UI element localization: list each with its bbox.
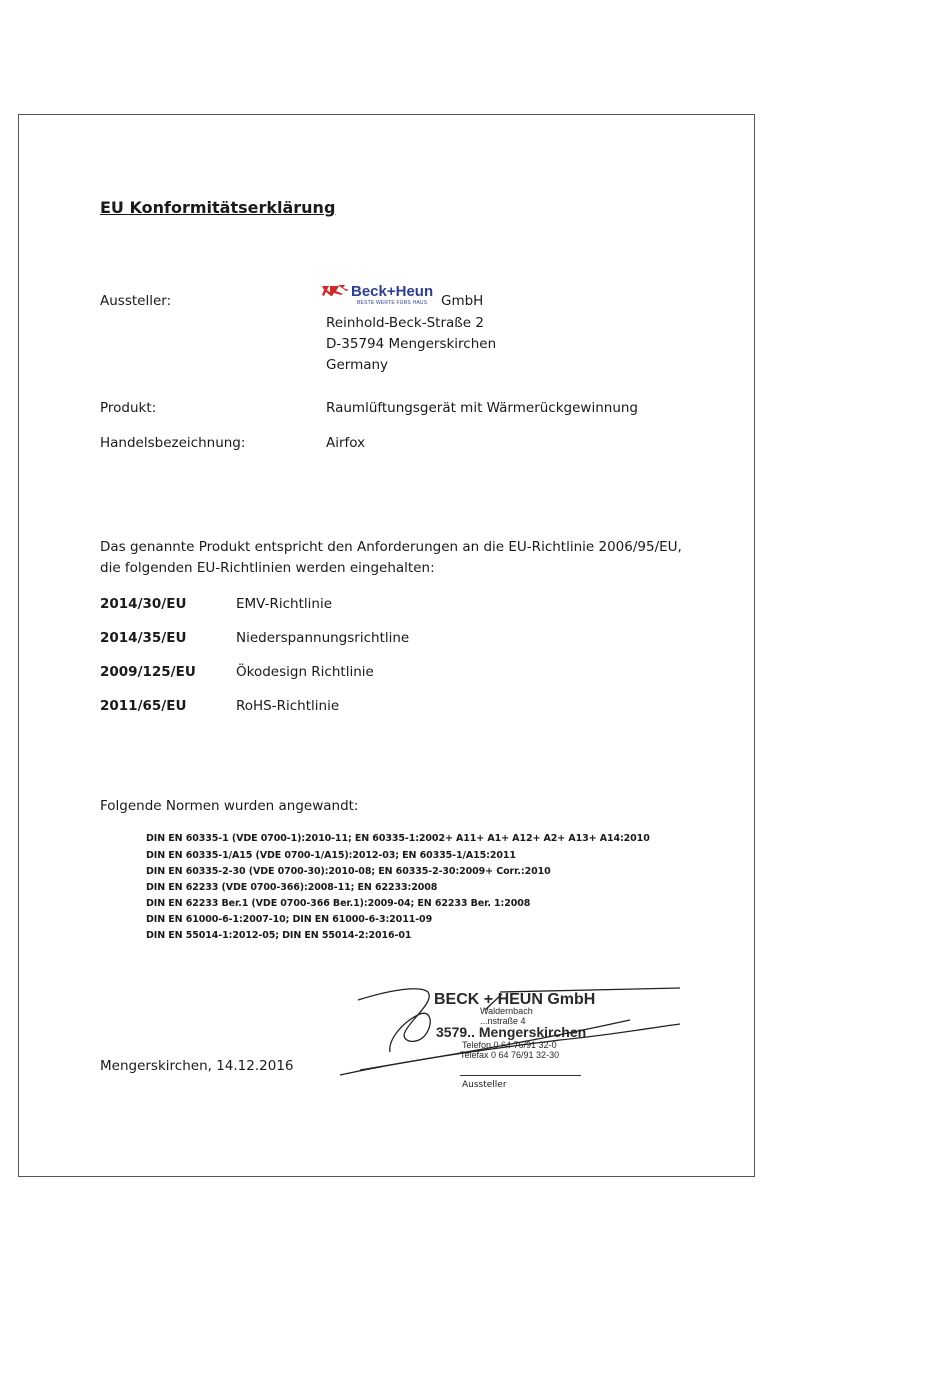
svg-text:Telefon 0 64 76/91 32-0: Telefon 0 64 76/91 32-0 <box>462 1040 557 1050</box>
directive-code: 2009/125/EU <box>100 664 196 680</box>
svg-text:3579.. Mengerskirchen: 3579.. Mengerskirchen <box>436 1024 587 1040</box>
norm-line: DIN EN 61000-6-1:2007-10; DIN EN 61000-6-3:2011-09 <box>146 914 433 925</box>
company-stamp-signature <box>330 980 700 1080</box>
norm-line: DIN EN 62233 Ber.1 (VDE 0700-366 Ber.1):2009-04; EN 62233 Ber. 1:2008 <box>146 898 531 909</box>
svg-text:BESTE WERTE FÜRS HAUS: BESTE WERTE FÜRS HAUS <box>357 300 428 306</box>
place-date: Mengerskirchen, 14.12.2016 <box>100 1058 294 1074</box>
directive-name: Niederspannungsrichtline <box>236 630 410 646</box>
beck-heun-logo <box>321 282 441 308</box>
company-suffix: GmbH <box>441 293 484 309</box>
norm-line: DIN EN 55014-1:2012-05; DIN EN 55014-2:2016-01 <box>146 930 412 941</box>
svg-text:BECK + HEUN GmbH: BECK + HEUN GmbH <box>434 991 596 1008</box>
norm-line: DIN EN 62233 (VDE 0700-366):2008-11; EN 62233:2008 <box>146 882 438 893</box>
document-title: EU Konformitätserklärung <box>100 198 336 217</box>
directive-code: 2014/35/EU <box>100 630 187 646</box>
trade-name-value: Airfox <box>326 435 366 451</box>
issuer-city: D-35794 Mengerskirchen <box>326 336 497 352</box>
norm-line: DIN EN 60335-1/A15 (VDE 0700-1/A15):2012-03; EN 60335-1/A15:2011 <box>146 850 516 861</box>
directive-code: 2011/65/EU <box>100 698 187 714</box>
issuer-label: Aussteller: <box>100 293 172 309</box>
signature-caption: Aussteller <box>462 1080 507 1090</box>
svg-text:...nstraße 4: ...nstraße 4 <box>480 1016 526 1026</box>
issuer-country: Germany <box>326 357 389 373</box>
product-label: Produkt: <box>100 400 157 416</box>
norms-title: Folgende Normen wurden angewandt: <box>100 798 359 814</box>
norm-line: DIN EN 60335-1 (VDE 0700-1):2010-11; EN 60335-1:2002+ A11+ A1+ A12+ A2+ A13+ A14:2010 <box>146 833 650 844</box>
trade-name-label: Handelsbezeichnung: <box>100 435 246 451</box>
directive-name: Ökodesign Richtlinie <box>236 664 374 680</box>
svg-text:Waldernbach: Waldernbach <box>480 1006 533 1016</box>
signature-line <box>460 1075 581 1076</box>
directive-code: 2014/30/EU <box>100 596 187 612</box>
svg-text:Beck+Heun: Beck+Heun <box>351 283 434 300</box>
norm-line: DIN EN 60335-2-30 (VDE 0700-30):2010-08; EN 60335-2-30:2009+ Corr.:2010 <box>146 866 551 877</box>
issuer-street: Reinhold-Beck-Straße 2 <box>326 315 484 331</box>
intro-paragraph: Das genannte Produkt entspricht den Anforderungen an die EU-Richtlinie 2006/95/EU, die folgenden EU-Richtlinien werden eingehalten: <box>100 539 682 576</box>
product-value: Raumlüftungsgerät mit Wärmerückgewinnung <box>326 400 638 416</box>
directive-name: EMV-Richtlinie <box>236 596 333 612</box>
svg-text:Telefax 0 64 76/91 32-30: Telefax 0 64 76/91 32-30 <box>460 1050 560 1060</box>
directive-name: RoHS-Richtlinie <box>236 698 340 714</box>
